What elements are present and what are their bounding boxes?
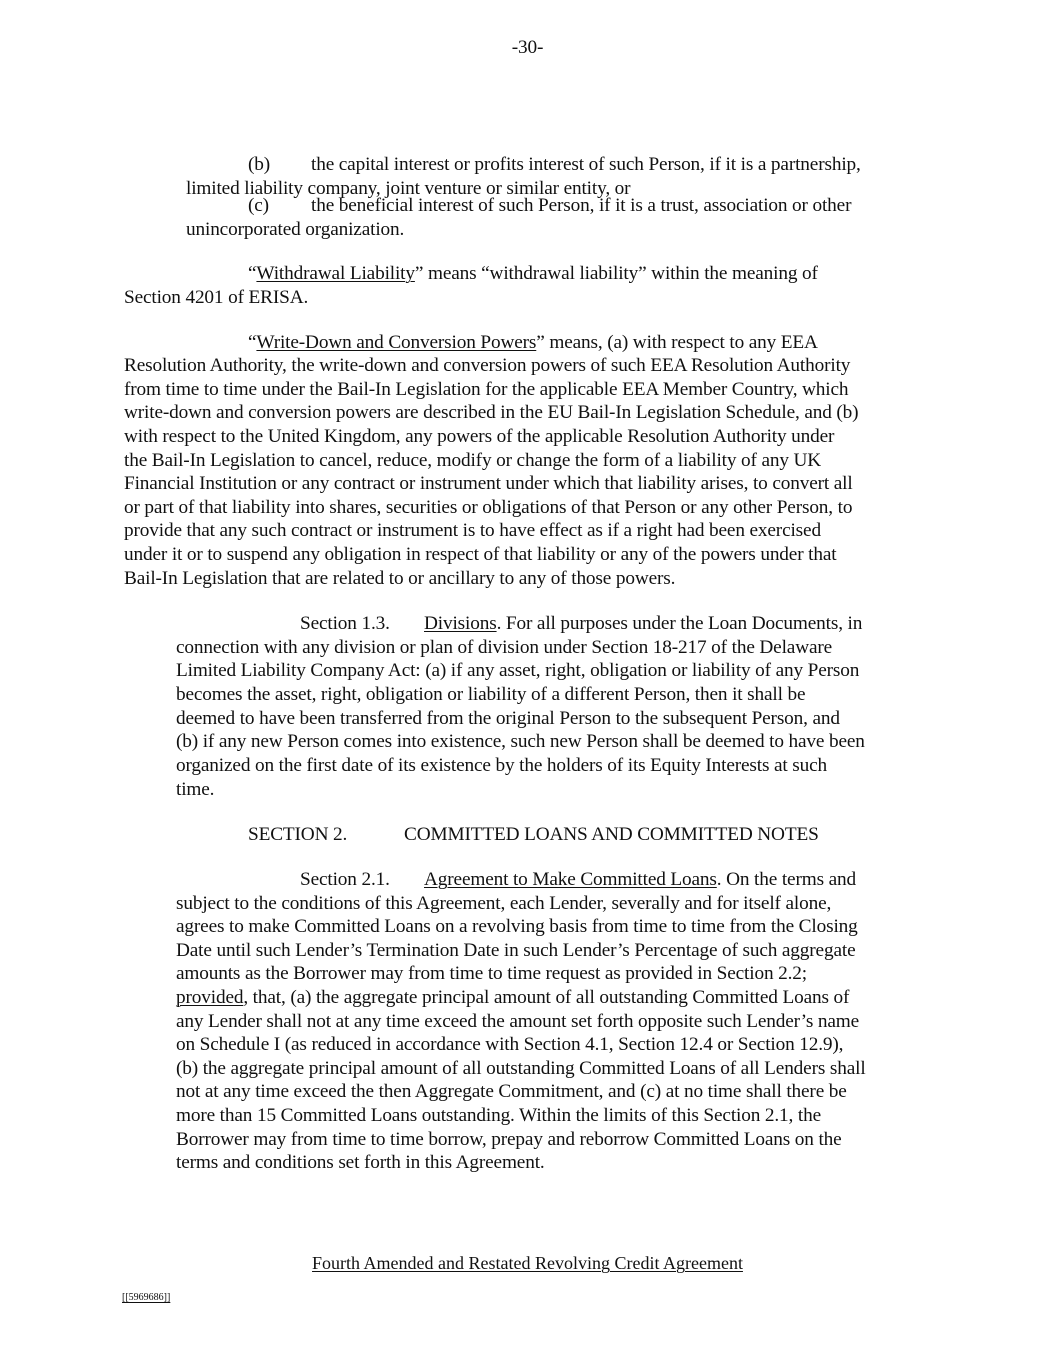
footer-title: [0, 1253, 1055, 1274]
section-heading-line: [424, 868, 856, 892]
section-2-title: COMMITTED LOANS AND COMMITTED NOTES: [404, 824, 819, 845]
section-text: , that, (a) the aggregate principal amount of all outstanding Committed Loans of: [243, 987, 850, 1008]
clause-b-line: the capital interest or profits interest of such Person, if it is a partnership,: [311, 154, 861, 175]
section-line: terms and conditions set forth in this Agreement.: [176, 1152, 545, 1173]
document-id-text: [[5969686]]: [122, 1292, 171, 1303]
open-quote: “: [248, 332, 257, 353]
section-line: (b) if any new Person comes into existence, such new Person shall be deemed to have been: [176, 731, 865, 752]
section-text: . For all purposes under the Loan Documents, in: [496, 613, 863, 634]
definition-line: the Bail-In Legislation to cancel, reduce, modify or change the form of a liability of any UK: [124, 450, 822, 471]
open-quote: “: [248, 263, 257, 284]
section-heading-line: [424, 612, 862, 636]
defined-term: Write-Down and Conversion Powers: [256, 332, 537, 353]
section-line: amounts as the Borrower may from time to time request as provided in Section 2.2;: [176, 963, 807, 984]
provided-term: provided: [176, 987, 244, 1008]
definition-text: ” means “withdrawal liability” within the meaning of: [414, 263, 818, 284]
defined-term: Withdrawal Liability: [256, 263, 415, 284]
section-line: Limited Liability Company Act: (a) if any asset, right, obligation or liability of any Person: [176, 660, 860, 681]
section-text: . On the terms and: [716, 869, 856, 890]
clause-b-line: limited liability company, joint venture or similar entity, or: [186, 178, 631, 199]
definition-line: Financial Institution or any contract or instrument under which that liability arises, to convert all: [124, 473, 853, 494]
section-number: Section 1.3.: [300, 613, 390, 634]
clause-c-line: the beneficial interest of such Person, if it is a trust, association or other: [311, 195, 852, 216]
section-number: Section 2.1.: [300, 869, 390, 890]
definition-line: Resolution Authority, the write-down and conversion powers of such EEA Resolution Authority: [124, 355, 851, 376]
definition-line: provide that any such contract or instrument is to have effect as if a right had been exercised: [124, 520, 821, 541]
definition-line: Bail-In Legislation that are related to or ancillary to any of those powers.: [124, 568, 676, 589]
definition-first-line: [248, 262, 818, 286]
section-heading: Agreement to Make Committed Loans: [424, 869, 717, 890]
section-line: agrees to make Committed Loans on a revolving basis from time to time from the Closing: [176, 916, 858, 937]
footer-title-text: Fourth Amended and Restated Revolving Credit Agreement: [312, 1253, 743, 1273]
section-heading: Divisions: [424, 613, 497, 634]
section-line: subject to the conditions of this Agreement, each Lender, severally and for itself alone,: [176, 893, 832, 914]
section-line: (b) the aggregate principal amount of all outstanding Committed Loans of all Lenders shall: [176, 1058, 866, 1079]
section-line-provided: [176, 986, 849, 1010]
page-number: -30-: [511, 37, 544, 58]
section-line: organized on the first date of its existence by the holders of its Equity Interests at such: [176, 755, 828, 776]
section-line: on Schedule I (as reduced in accordance with Section 4.1, Section 12.4 or Section 12.9),: [176, 1034, 844, 1055]
definition-line: under it or to suspend any obligation in respect of that liability or any of the powers under that: [124, 544, 837, 565]
section-line: deemed to have been transferred from the original Person to the subsequent Person, and: [176, 708, 840, 729]
section-line: any Lender shall not at any time exceed the amount set forth opposite such Lender’s name: [176, 1011, 860, 1032]
clause-c-line: unincorporated organization.: [186, 219, 405, 240]
definition-line: from time to time under the Bail-In Legislation for the applicable EEA Member Country, which: [124, 379, 849, 400]
definition-text: ” means, (a) with respect to any EEA: [536, 332, 818, 353]
clause-b-label: (b): [248, 154, 271, 175]
section-line: time.: [176, 779, 215, 800]
section-line: connection with any division or plan of division under Section 18-217 of the Delaware: [176, 637, 833, 658]
section-line: not at any time exceed the then Aggregate Commitment, and (c) at no time shall there be: [176, 1081, 847, 1102]
clause-c-label: (c): [248, 195, 269, 216]
section-line: more than 15 Committed Loans outstanding. Within the limits of this Section 2.1, the: [176, 1105, 821, 1126]
definition-line: with respect to the United Kingdom, any powers of the applicable Resolution Authority under: [124, 426, 835, 447]
section-line: Borrower may from time to time borrow, prepay and reborrow Committed Loans on the: [176, 1129, 842, 1150]
section-line: becomes the asset, right, obligation or liability of a different Person, then it shall be: [176, 684, 806, 705]
definition-line: Section 4201 of ERISA.: [124, 287, 309, 308]
section-line: Date until such Lender’s Termination Date in such Lender’s Percentage of such aggregate: [176, 940, 856, 961]
definition-line: or part of that liability into shares, securities or obligations of that Person or any other Person, to: [124, 497, 853, 518]
definition-line: write-down and conversion powers are described in the EU Bail-In Legislation Schedule, and (b): [124, 402, 859, 423]
section-2-number: SECTION 2.: [248, 824, 348, 845]
document-id: [122, 1292, 170, 1303]
definition-first-line: [248, 331, 818, 355]
